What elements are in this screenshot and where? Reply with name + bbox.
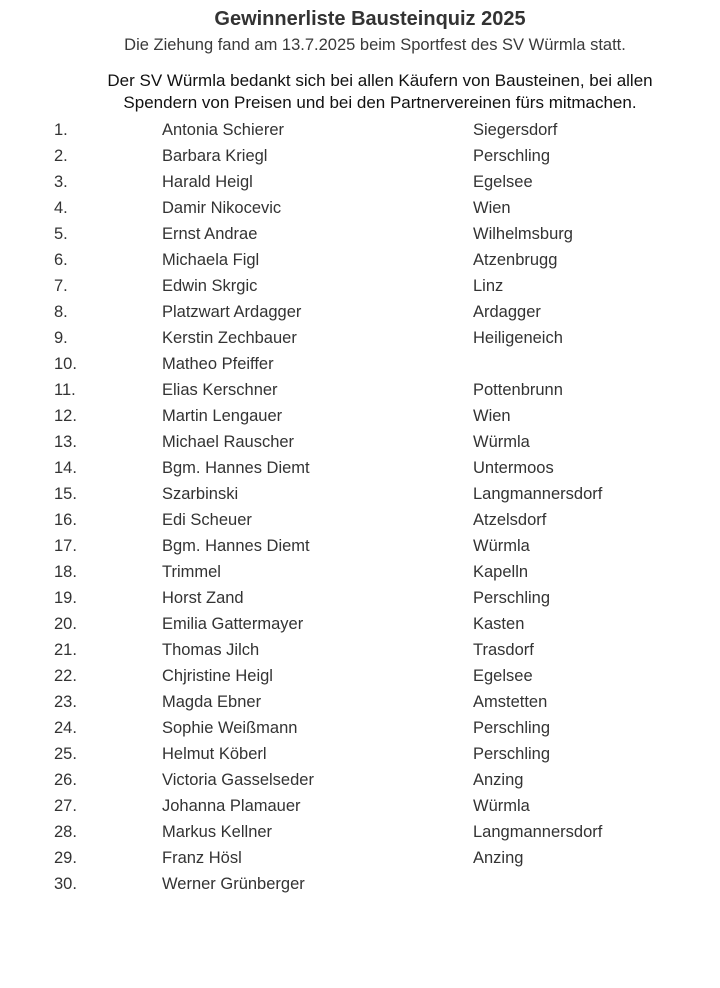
winner-place: Kasten xyxy=(473,615,525,633)
winner-number: 5. xyxy=(54,225,68,243)
winner-place: Wien xyxy=(473,199,511,217)
winner-number: 2. xyxy=(54,147,68,165)
winner-number: 11. xyxy=(54,381,76,399)
thanks-line-1: Der SV Würmla bedankt sich bei allen Käufern von Bausteinen, bei allen xyxy=(107,71,653,90)
winner-number: 8. xyxy=(54,303,68,321)
winner-row xyxy=(0,793,720,819)
thanks-message xyxy=(80,70,680,114)
winner-number: 14. xyxy=(54,459,77,477)
winner-number: 19. xyxy=(54,589,77,607)
winner-number: 23. xyxy=(54,693,77,711)
winner-row xyxy=(0,221,720,247)
winner-name: Martin Lengauer xyxy=(162,407,283,425)
winner-number: 7. xyxy=(54,277,68,295)
winner-name: Matheo Pfeiffer xyxy=(162,355,274,373)
winner-row xyxy=(0,819,720,845)
winner-name: Ernst Andrae xyxy=(162,225,258,243)
winner-name: Bgm. Hannes Diemt xyxy=(162,537,310,555)
winner-row xyxy=(0,507,720,533)
winner-row xyxy=(0,715,720,741)
winner-number: 17. xyxy=(54,537,77,555)
winner-name: Markus Kellner xyxy=(162,823,273,841)
winner-place: Perschling xyxy=(473,719,551,737)
winner-name: Magda Ebner xyxy=(162,693,262,711)
winner-name: Trimmel xyxy=(162,563,221,581)
winner-number: 30. xyxy=(54,875,77,893)
winner-number: 15. xyxy=(54,485,77,503)
winner-row xyxy=(0,637,720,663)
winner-name: Chjristine Heigl xyxy=(162,667,273,685)
winner-number: 25. xyxy=(54,745,77,763)
winner-row xyxy=(0,325,720,351)
thanks-line-2: Spendern von Preisen und bei den Partnervereinen fürs mitmachen. xyxy=(123,93,637,112)
winner-row xyxy=(0,481,720,507)
page-title: Gewinnerliste Bausteinquiz 2025 xyxy=(214,8,526,30)
winner-row xyxy=(0,403,720,429)
winner-place: Ardagger xyxy=(473,303,541,321)
winner-place: Perschling xyxy=(473,589,551,607)
winner-place: Siegersdorf xyxy=(473,121,558,139)
winner-number: 12. xyxy=(54,407,77,425)
winner-number: 24. xyxy=(54,719,77,737)
winner-number: 1. xyxy=(54,121,68,139)
winner-row xyxy=(0,169,720,195)
winner-row xyxy=(0,429,720,455)
winner-place: Würmla xyxy=(473,433,530,451)
winner-row xyxy=(0,663,720,689)
winner-number: 10. xyxy=(54,355,77,373)
winner-place: Kapelln xyxy=(473,563,529,581)
winner-row xyxy=(0,247,720,273)
winner-name: Edwin Skrgic xyxy=(162,277,258,295)
winner-place: Langmannersdorf xyxy=(473,485,603,503)
winner-row xyxy=(0,299,720,325)
winner-name: Werner Grünberger xyxy=(162,875,305,893)
winner-row xyxy=(0,741,720,767)
winner-place: Atzelsdorf xyxy=(473,511,547,529)
winner-row xyxy=(0,377,720,403)
winner-row xyxy=(0,585,720,611)
winner-name: Helmut Köberl xyxy=(162,745,267,763)
winner-number: 18. xyxy=(54,563,77,581)
winner-row xyxy=(0,611,720,637)
winner-number: 13. xyxy=(54,433,77,451)
winner-place: Würmla xyxy=(473,537,530,555)
winner-name: Victoria Gasselseder xyxy=(162,771,314,789)
winner-place: Wilhelmsburg xyxy=(473,225,573,243)
winner-name: Edi Scheuer xyxy=(162,511,252,529)
winner-number: 26. xyxy=(54,771,77,789)
winner-name: Elias Kerschner xyxy=(162,381,278,399)
winner-name: Michaela Figl xyxy=(162,251,260,269)
winner-place: Perschling xyxy=(473,745,551,763)
winner-name: Damir Nikocevic xyxy=(162,199,282,217)
winner-number: 6. xyxy=(54,251,68,269)
winner-number: 28. xyxy=(54,823,77,841)
winner-number: 4. xyxy=(54,199,68,217)
winner-name: Bgm. Hannes Diemt xyxy=(162,459,310,477)
winner-place: Trasdorf xyxy=(473,641,534,659)
winner-number: 22. xyxy=(54,667,77,685)
winner-row xyxy=(0,871,720,897)
winner-row xyxy=(0,845,720,871)
winner-name: Kerstin Zechbauer xyxy=(162,329,297,347)
winner-place: Wien xyxy=(473,407,511,425)
winner-number: 29. xyxy=(54,849,77,867)
winner-number: 16. xyxy=(54,511,77,529)
winner-row xyxy=(0,455,720,481)
winner-row xyxy=(0,273,720,299)
winner-place: Würmla xyxy=(473,797,530,815)
winner-name: Horst Zand xyxy=(162,589,244,607)
winner-name: Barbara Kriegl xyxy=(162,147,268,165)
winner-place: Egelsee xyxy=(473,667,533,685)
winner-place: Anzing xyxy=(473,771,524,789)
winner-name: Antonia Schierer xyxy=(162,121,284,139)
winner-name: Michael Rauscher xyxy=(162,433,295,451)
winner-number: 9. xyxy=(54,329,68,347)
winner-row xyxy=(0,533,720,559)
winner-number: 27. xyxy=(54,797,77,815)
winner-name: Emilia Gattermayer xyxy=(162,615,304,633)
winner-number: 3. xyxy=(54,173,68,191)
winner-name: Johanna Plamauer xyxy=(162,797,301,815)
winner-name: Thomas Jilch xyxy=(162,641,260,659)
winner-name: Sophie Weißmann xyxy=(162,719,298,737)
winner-name: Franz Hösl xyxy=(162,849,242,867)
winner-place: Perschling xyxy=(473,147,551,165)
winner-place: Atzenbrugg xyxy=(473,251,558,269)
winner-row xyxy=(0,767,720,793)
winner-row xyxy=(0,559,720,585)
winner-row xyxy=(0,143,720,169)
winner-name: Harald Heigl xyxy=(162,173,253,191)
winner-number: 20. xyxy=(54,615,77,633)
winners-list xyxy=(0,117,720,897)
winner-row xyxy=(0,689,720,715)
winner-place: Amstetten xyxy=(473,693,548,711)
winner-place: Linz xyxy=(473,277,504,295)
winner-place: Pottenbrunn xyxy=(473,381,563,399)
winner-name: Platzwart Ardagger xyxy=(162,303,302,321)
winner-place: Langmannersdorf xyxy=(473,823,603,841)
winner-row xyxy=(0,195,720,221)
winner-name: Szarbinski xyxy=(162,485,239,503)
winner-place: Anzing xyxy=(473,849,524,867)
winner-place: Untermoos xyxy=(473,459,554,477)
winner-number: 21. xyxy=(54,641,77,659)
winner-place: Egelsee xyxy=(473,173,533,191)
draw-info: Die Ziehung fand am 13.7.2025 beim Sportfest des SV Würmla statt. xyxy=(124,36,626,54)
winner-place: Heiligeneich xyxy=(473,329,563,347)
winner-row xyxy=(0,117,720,143)
winner-row xyxy=(0,351,720,377)
